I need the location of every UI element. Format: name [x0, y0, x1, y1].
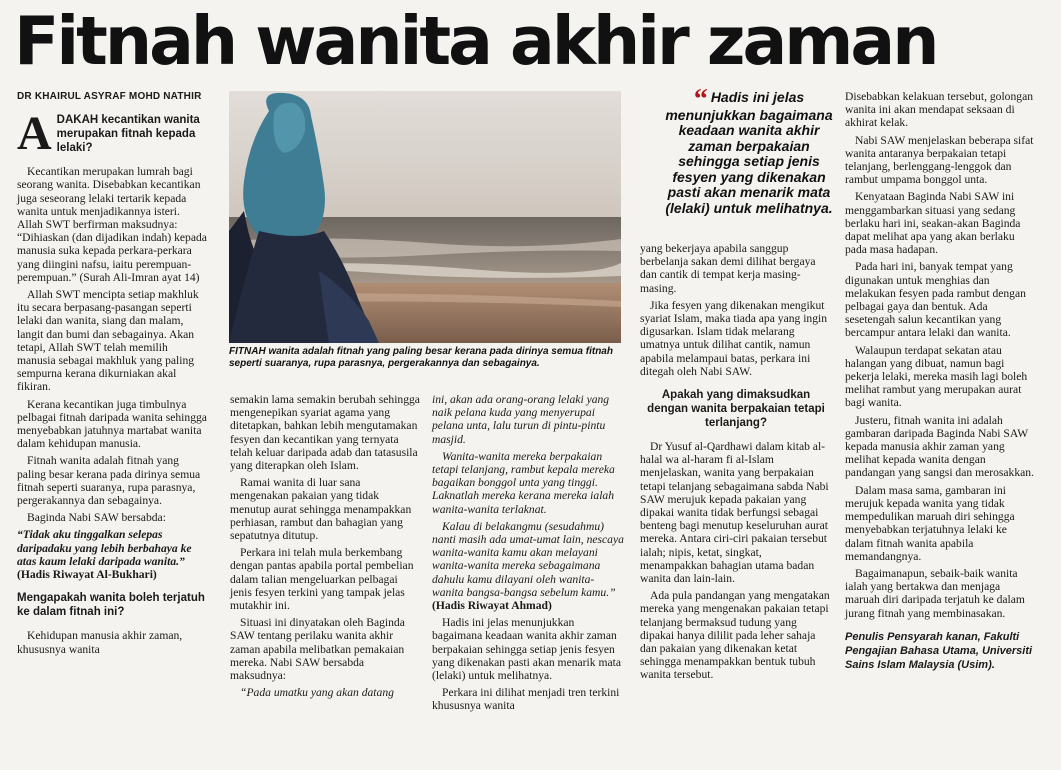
hadith-text: Kalau di belakangmu (sesudahmu) nanti masih ada umat-umat lain, nescaya wanita-wanita kamu akan melayani wanita-wanita mereka sebagaimana dahulu kamu dilayani oleh wanita-wanita bangsa-bangsa sebelum kamu.” [432, 519, 624, 599]
column-4 [640, 242, 832, 686]
column-2 [230, 393, 420, 703]
paragraph: “Pada umatku yang akan datang [240, 686, 394, 700]
headline: Fitnah wanita akhir zaman [14, 2, 937, 80]
paragraph: Disebabkan kelakuan tersebut, golongan wanita ini akan mendapat seksaan di akhirat kelak. [845, 90, 1034, 130]
hadith-source: (Hadis Riwayat Al-Bukhari) [17, 568, 157, 582]
byline: DR KHAIRUL ASYRAF MOHD NATHIR [17, 91, 202, 102]
column-1 [17, 90, 207, 660]
paragraph: Situasi ini dinyatakan oleh Baginda SAW tentang perilaku wanita akhir zaman apabila melibatkan pemakaian mereka. Nabi SAW bersabda maksudnya: [230, 616, 405, 683]
paragraph: Baginda Nabi SAW bersabda: [27, 511, 166, 525]
paragraph: Kenyataan Baginda Nabi SAW ini menggambarkan situasi yang sedang berlaku hari ini, seakan-akan Baginda dapat melihat apa yang akan berlaku pada masa hadapan. [845, 190, 1021, 257]
column-5 [845, 90, 1037, 672]
author-note: Penulis Pensyarah kanan, Fakulti Pengajian Bahasa Utama, Universiti Sains Islam Malaysia (Usim). [845, 630, 1033, 671]
paragraph: Ramai wanita di luar sana mengenakan pakaian yang tidak menutup aurat sehingga menampakkan perhiasan, rambut dan bahagian yang sepatutnya ditutup. [230, 476, 412, 543]
subheading: Mengapakah wanita boleh terjatuh ke dalam fitnah ini? [17, 592, 205, 619]
paragraph: Kehidupan manusia akhir zaman, khususnya wanita [17, 629, 183, 656]
column-3 [432, 393, 624, 717]
paragraph: Dalam masa sama, gambaran ini merujuk kepada wanita yang tidak mempedulikan maruah diri sehingga menyebabkan terjatuhnya lelaki ke dalam fitnah wanita apabila memandangnya. [845, 483, 1015, 563]
hadith-source: (Hadis Riwayat Ahmad) [432, 599, 552, 613]
photo-caption: FITNAH wanita adalah fitnah yang paling besar kerana pada dirinya semua fitnah seperti suaranya, rupa parasnya, pergerakannya dan sebagainya. [229, 346, 613, 369]
paragraph: Nabi SAW menjelaskan beberapa sifat wanita antaranya berpakaian tetapi telanjang, berlenggang-lenggok dan rambut umpama bonggol unta. [845, 133, 1034, 187]
hadith-quote [432, 520, 624, 612]
paragraph: Allah SWT mencipta setiap makhluk itu secara berpasang-pasangan seperti lelaki dan wanita, siang dan malam, langit dan bumi dan sebagainya. Akan tetapi, Allah SWT telah memilih manusia sebagai makhluk yang paling sempurna kerana dikurniakan akal fikiran. [17, 288, 199, 394]
paragraph: ini, akan ada orang-orang lelaki yang naik pelana kuda yang menyerupai pelana unta, lalu turun di pintu-pintu masjid. [432, 393, 610, 446]
lead-text: DAKAH kecantikan wanita merupakan fitnah kepada lelaki? [56, 114, 200, 155]
pull-quote-text: Hadis ini jelas menunjukkan bagaimana keadaan wanita akhir zaman berpakaian sehingga setiap jenis fesyen yang dikenakan pasti akan menarik mata (lelaki) untuk melihatnya. [665, 89, 833, 216]
paragraph: Dr Yusuf al-Qardhawi dalam kitab al-halal wa al-haram fi al-Islam menjelaskan, wanita yang berpakaian tetapi telanjang sebagaimana sabda Nabi SAW merujuk kepada pakaian yang dipakai wanita tidak berfungsi sebagai benteng bagi menutup keseluruhan aurat mereka. Antara ciri-ciri pakaian tersebut ialah; nipis, ketat, singkat, menampakkan bahagian utama badan wanita dan lain-lain. [640, 440, 829, 586]
pull-quote [660, 84, 838, 240]
paragraph: Bagaimanapun, sebaik-baik wanita ialah yang bertakwa dan menjaga maruah diri daripada terjatuh ke dalam jurang fitnah yang membinasakan. [845, 566, 1025, 620]
lead-question [17, 107, 207, 161]
paragraph: Fitnah wanita adalah fitnah yang paling besar kerana pada dirinya semua fitnah seperti suaranya, rupa parasnya, pergerakannya dan sebagainya. [17, 454, 201, 508]
hadith-text: “Tidak aku tinggalkan selepas daripadaku yang lebih berbahaya ke atas kaum lelaki daripada wanita.” [17, 528, 192, 568]
paragraph: Kerana kecantikan juga timbulnya pelbagai fitnah daripada wanita sehingga menyebabkan jatuhnya martabat wanita dalam kehidupan manusia. [17, 397, 207, 451]
paragraph: Perkara ini telah mula berkembang dengan pantas apabila portal pembelian dalam talian mengeluarkan pelbagai jenis fesyen terkini yang tampak jelas mutakhir ini. [230, 546, 414, 613]
article-photo [229, 91, 621, 343]
paragraph: Pada hari ini, banyak tempat yang digunakan untuk menghias dan melakukan fesyen pada rambut dengan pelbagai gaya dan bentuk. Ada sesetengah salun kecantikan yang bercampur antara lelaki dan wanita. [845, 260, 1026, 340]
paragraph: Justeru, fitnah wanita ini adalah gambaran daripada Baginda Nabi SAW kepada manusia akhir zaman yang melihat kepada wanita dengan pandangan yang sangsi dan merosakkan. [845, 413, 1034, 480]
woman-by-sea-photo [229, 91, 621, 343]
paragraph: Perkara ini dilihat menjadi tren terkini khususnya wanita [432, 686, 620, 713]
hadith-quote [17, 528, 207, 581]
paragraph: Walaupun terdapat sekatan atau halangan yang dibuat, namun bagi pekerja lelaki, mereka masih lagi boleh melihat rambut yang merupakan aurat bagi wanita. [845, 343, 1028, 410]
paragraph: Wanita-wanita mereka berpakaian tetapi telanjang, rambut kepala mereka bagaikan bonggol unta yang tinggi. Laknatlah mereka kerana mereka ialah wanita-wanita terlaknat. [432, 449, 615, 516]
subheading: Apakah yang dimaksudkan dengan wanita berpakaian tetapi terlanjang? [647, 389, 825, 430]
paragraph: Jika fesyen yang dikenakan mengikut syariat Islam, maka tiada apa yang ingin digusarkan. Islam tidak melarang umatnya untuk dilihat cantik, namun apabila melampaui batas, perkara ini ditegah oleh Nabi SAW. [640, 298, 828, 378]
paragraph: semakin lama semakin berubah sehingga mengenepikan syariat agama yang ditetapkan, bahkan lebih mengutamakan fesyen dan kecantikan yang ternyata telah keluar daripada adab dan tatasusila yang diterapkan oleh Islam. [230, 393, 420, 473]
paragraph: yang bekerjaya apabila sanggup berbelanja sakan demi dilihat bergaya dan cantik di tempat kerja masing-masing. [640, 242, 816, 295]
quote-mark-icon: “ [693, 84, 708, 115]
paragraph: Kecantikan merupakan lumrah bagi seorang wanita. Disebabkan kecantikan juga seseorang lelaki tertarik kepada wanita untuk menjadikannya isteri. Allah SWT berfirman maksudnya: “Dihiaskan (dan dijadikan indah) kepada manusia suka kepada perkara-perkara yang diingini nafsu, iaitu perempuan-perempuan.” (Surah Ali-Imran ayat 14) [17, 165, 207, 284]
dropcap: A [17, 107, 52, 161]
paragraph: Ada pula pandangan yang mengatakan mereka yang mengenakan pakaian tetapi telanjang bermaksud tudung yang dipakai hanya dililit pada leher sahaja dan pakaian yang dikenakan ketat sehingga menampakkan bentuk tubuh wanita tersebut. [640, 589, 830, 682]
paragraph: Hadis ini jelas menunjukkan bagaimana keadaan wanita akhir zaman berpakaian sehingga setiap jenis fesyen yang dikenakan pasti akan menarik mata (lelaki) untuk melihatnya. [432, 616, 621, 683]
